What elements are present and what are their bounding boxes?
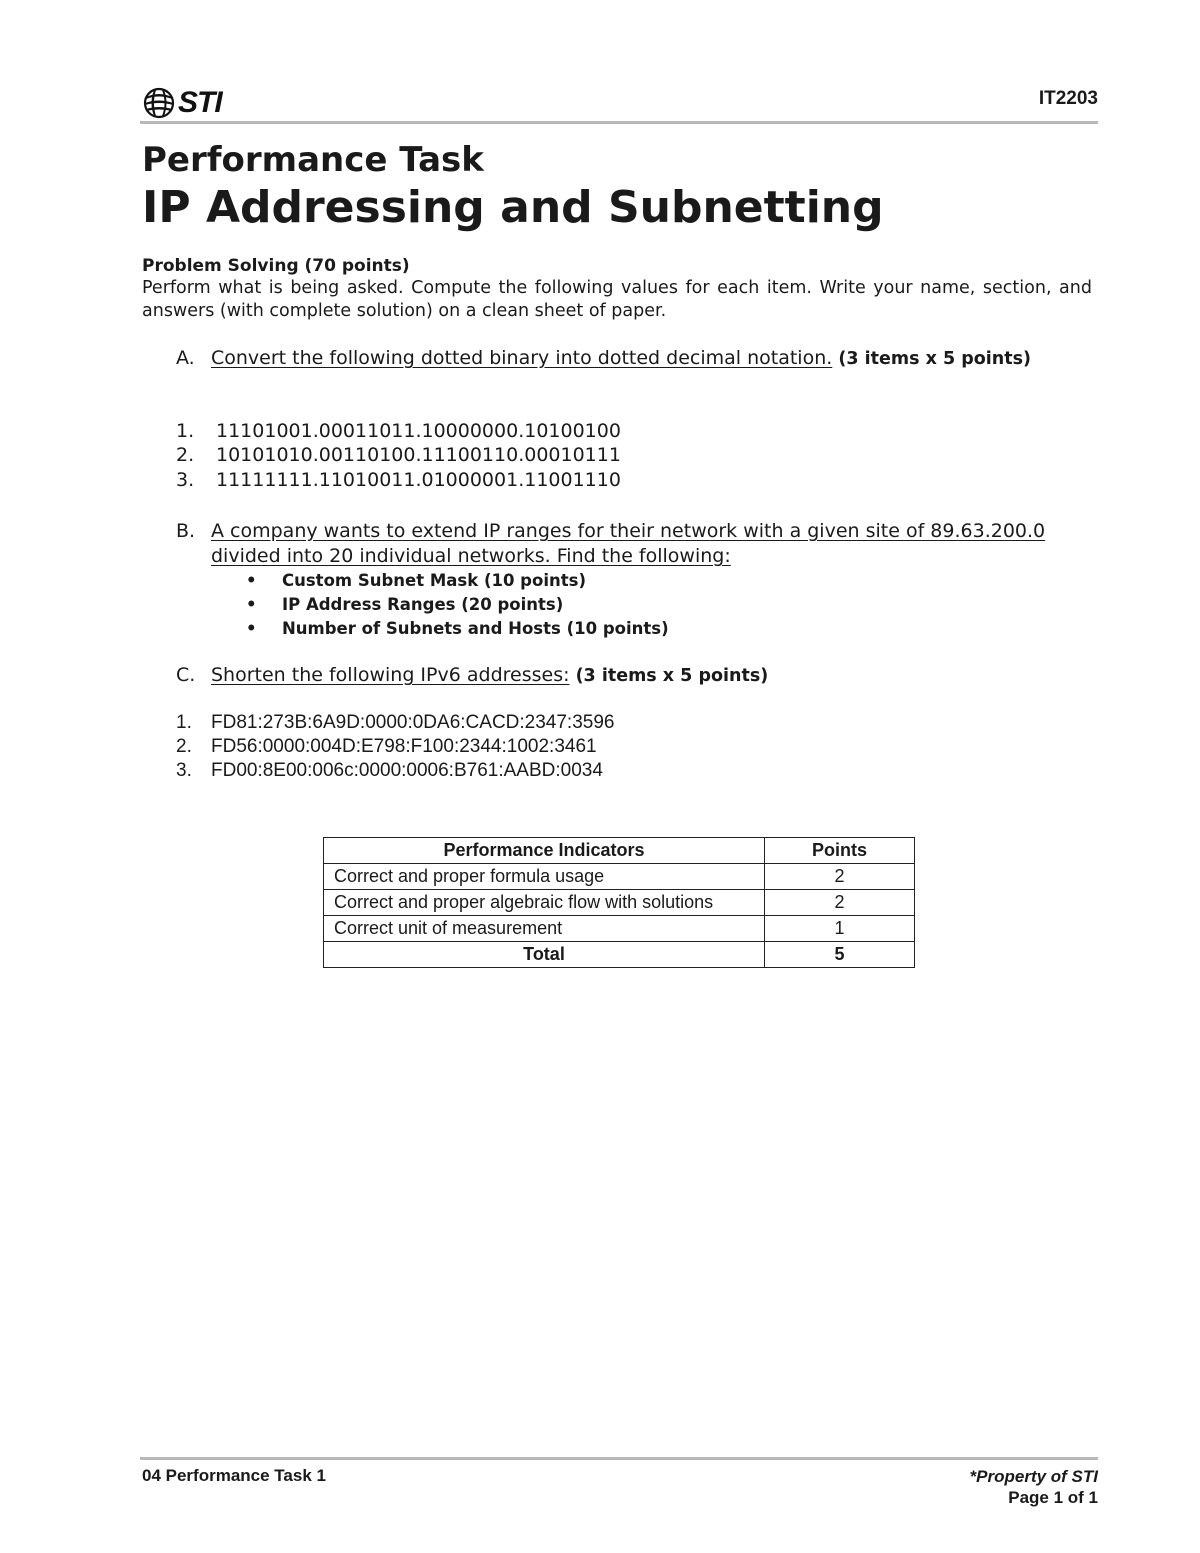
table-row: [324, 890, 915, 916]
section-a-points: (3 items x 5 points): [838, 349, 1032, 369]
list-item: [176, 419, 621, 444]
table-row: [324, 916, 915, 942]
footer-right: [970, 1466, 1098, 1508]
property-notice: *Property of STI: [969, 1467, 1098, 1486]
item-number: 2.: [176, 444, 195, 466]
problem-heading: Problem Solving (70 points): [142, 256, 410, 276]
list-item: [176, 468, 621, 493]
list-item: [176, 443, 621, 468]
section-b-letter: B.: [176, 520, 196, 542]
indicator-cell: Correct and proper algebraic flow with solutions: [324, 890, 765, 916]
indicator-cell: Correct and proper formula usage: [324, 864, 765, 890]
table-header-row: [324, 838, 915, 864]
course-code: IT2203: [1038, 88, 1098, 109]
sti-globe-icon: [142, 86, 176, 120]
item-number: 3.: [176, 469, 195, 491]
indicator-cell: Correct unit of measurement: [324, 916, 765, 942]
binary-address: 11111111.11010011.01000001.11001110: [216, 469, 621, 491]
ipv6-address: FD56:0000:004D:E798:F100:2344:1002:3461: [211, 736, 597, 757]
page-subtitle: IP Addressing and Subnetting: [142, 182, 884, 233]
section-c-points: (3 items x 5 points): [575, 666, 769, 686]
section-c: [176, 663, 1051, 689]
binary-address: 10101010.00110100.11100110.00010111: [216, 444, 621, 466]
column-header-indicators: Performance Indicators: [324, 838, 765, 864]
sti-logo: [142, 86, 222, 120]
section-b: [176, 519, 1051, 569]
total-label: Total: [324, 942, 765, 968]
item-number: 1.: [176, 712, 192, 733]
bullet-text: IP Address Ranges (20 points): [282, 595, 564, 614]
section-b-instruction: A company wants to extend IP ranges for their network with a given site of 89.63.200.0 divided into 20 individual networks. Find the following:: [211, 520, 1046, 567]
item-number: 1.: [176, 420, 195, 442]
list-item: [176, 710, 614, 735]
bullet-text: Custom Subnet Mask (10 points): [282, 571, 586, 590]
column-header-points: Points: [765, 838, 915, 864]
page-title: Performance Task: [142, 140, 484, 180]
section-a-letter: A.: [176, 347, 195, 369]
section-a-instruction: Convert the following dotted binary into dotted decimal notation.: [211, 347, 833, 369]
footer-divider: [140, 1457, 1098, 1460]
rubric-table: [323, 837, 915, 968]
list-item: • Number of Subnets and Hosts (10 points): [246, 617, 669, 641]
binary-address: 11101001.00011011.10000000.10100100: [216, 420, 621, 442]
points-cell: 1: [765, 916, 915, 942]
table-total-row: [324, 942, 915, 968]
list-item: • Custom Subnet Mask (10 points): [246, 569, 586, 593]
list-item: • IP Address Ranges (20 points): [246, 593, 563, 617]
list-item: [176, 758, 603, 783]
bullet-text: Number of Subnets and Hosts (10 points): [282, 619, 669, 638]
footer-doc-title: 04 Performance Task 1: [142, 1466, 326, 1485]
table-row: [324, 864, 915, 890]
item-number: 3.: [176, 760, 192, 781]
item-number: 2.: [176, 736, 192, 757]
header-divider: [140, 121, 1098, 124]
logo-text: STI: [178, 86, 222, 119]
ipv6-address: FD00:8E00:006c:0000:0006:B761:AABD:0034: [211, 760, 603, 781]
section-a: [176, 346, 1051, 372]
problem-intro: Perform what is being asked. Compute the following values for each item. Write your name, section, and answers (with complete solution) on a clean sheet of paper.: [142, 278, 1092, 321]
points-cell: 2: [765, 890, 915, 916]
section-c-instruction: Shorten the following IPv6 addresses:: [211, 664, 570, 686]
section-c-letter: C.: [176, 664, 196, 686]
list-item: [176, 734, 597, 759]
ipv6-address: FD81:273B:6A9D:0000:0DA6:CACD:2347:3596: [211, 712, 615, 733]
page-number: Page 1 of 1: [1008, 1488, 1098, 1507]
total-points: 5: [765, 942, 915, 968]
points-cell: 2: [765, 864, 915, 890]
